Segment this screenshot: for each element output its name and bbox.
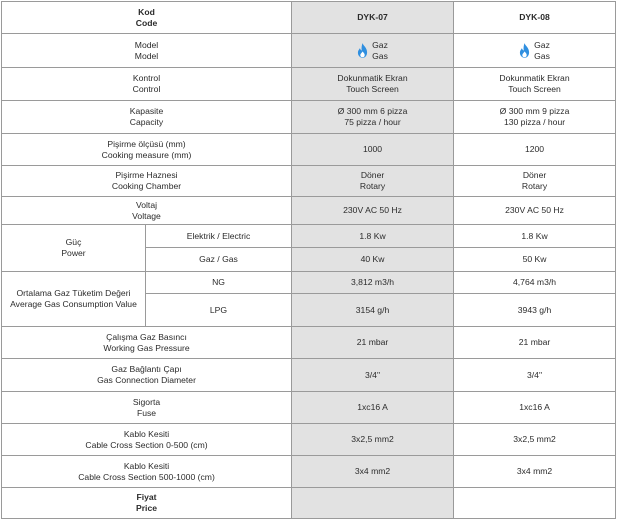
label-en: Gas Connection Diameter (97, 375, 196, 385)
row-cooking-measure (2, 134, 616, 166)
label-en: Fuse (136, 407, 157, 418)
value-l2: 130 pizza / hour (503, 117, 566, 127)
code-label-tr: Kod (138, 6, 155, 17)
value-l1: Dokunmatik Ekran (337, 73, 408, 83)
power-gas-value-1: 40 Kw (292, 248, 454, 272)
price-value-1 (292, 488, 454, 519)
label-en: Capacity (129, 117, 164, 127)
row-label (2, 197, 292, 225)
label-tr: Kablo Kesiti (123, 428, 170, 439)
row-fuse (2, 392, 616, 424)
model-value-1 (292, 34, 454, 68)
power-gas-value-2: 50 Kw (454, 248, 616, 272)
code-label-cell (2, 2, 292, 34)
label-tr: Pişirme Haznesi (115, 170, 178, 180)
cable2-value-1: 3x4 mm2 (292, 456, 454, 488)
row-control (2, 68, 616, 101)
row-model (2, 34, 616, 68)
label-en: Cooking measure (mm) (101, 149, 192, 160)
label-tr: Gaz Bağlantı Çapı (111, 364, 182, 374)
row-capacity (2, 101, 616, 134)
row-cooking-chamber (2, 166, 616, 197)
label-tr: Voltaj (135, 199, 158, 210)
row-label (2, 359, 292, 392)
label-tr: Çalışma Gaz Basıncı (106, 331, 187, 342)
row-label (2, 456, 292, 488)
row-label (2, 68, 292, 101)
label-tr: Ortalama Gaz Tüketim Değeri (16, 288, 131, 298)
voltage-value-1: 230V AC 50 Hz (292, 197, 454, 225)
row-label (2, 166, 292, 197)
label-en: Average Gas Consumption Value (10, 299, 137, 309)
model-code-2: DYK-08 (454, 2, 616, 34)
label-tr: Pişirme ölçüsü (mm) (107, 138, 186, 149)
row-label (2, 327, 292, 359)
cable1-value-1: 3x2,5 mm2 (292, 424, 454, 456)
price-value-2 (454, 488, 616, 519)
row-power-electric (2, 225, 616, 248)
chamber-value-1 (292, 166, 454, 197)
label-en: Price (135, 503, 158, 513)
ng-value-2: 4,764 m3/h (454, 272, 616, 294)
lpg-value-2: 3943 g/h (454, 294, 616, 327)
value-l2: Touch Screen (346, 84, 399, 94)
code-label-en: Code (135, 17, 158, 28)
power-label (2, 225, 146, 272)
row-cable-0-500 (2, 424, 616, 456)
gas-tr: Gaz (372, 39, 388, 50)
row-voltage (2, 197, 616, 225)
row-label (2, 134, 292, 166)
chamber-value-2 (454, 166, 616, 197)
model-code-1: DYK-07 (292, 2, 454, 34)
row-label (2, 101, 292, 134)
label-en: Cable Cross Section 500-1000 (cm) (78, 471, 215, 482)
label-tr: Sigorta (132, 396, 161, 407)
header-row (2, 2, 616, 34)
control-value-2 (454, 68, 616, 101)
fuse-value-1: 1xc16 A (292, 392, 454, 424)
spec-table (1, 1, 616, 519)
label-tr: Fiyat (136, 492, 157, 502)
value-l2: Touch Screen (508, 84, 561, 94)
value-l1: Döner (360, 170, 385, 180)
value-l2: Rotary (359, 181, 386, 191)
row-gas-consumption-ng (2, 272, 616, 294)
ng-value-1: 3,812 m3/h (292, 272, 454, 294)
row-cable-500-1000 (2, 456, 616, 488)
label-en: Cable Cross Section 0-500 (cm) (85, 439, 208, 450)
fuse-value-2: 1xc16 A (454, 392, 616, 424)
value-l1: Döner (522, 170, 547, 180)
power-electric-value-2: 1.8 Kw (454, 225, 616, 248)
row-working-pressure (2, 327, 616, 359)
row-label (2, 488, 292, 519)
label-tr: Kontrol (132, 73, 161, 83)
label-en: Working Gas Pressure (103, 342, 190, 353)
gas-tr: Gaz (534, 39, 550, 50)
connection-value-1: 3/4" (292, 359, 454, 392)
label-tr: Güç (65, 237, 82, 247)
row-price (2, 488, 616, 519)
gas-sub-label-ng: NG (146, 272, 292, 294)
model-value-2 (454, 34, 616, 68)
row-label (2, 424, 292, 456)
value-l1: Ø 300 mm 6 pizza (337, 106, 408, 116)
row-label (2, 34, 292, 68)
cooking-measure-value-2: 1200 (454, 134, 616, 166)
label-en: Voltage (132, 210, 161, 221)
cooking-measure-value-1: 1000 (292, 134, 454, 166)
label-en: Cooking Chamber (111, 181, 182, 191)
label-tr: Kablo Kesiti (123, 460, 170, 471)
power-sub-label-gas: Gaz / Gas (146, 248, 292, 272)
pressure-value-2: 21 mbar (454, 327, 616, 359)
flame-icon (357, 43, 368, 58)
label-en: Model (134, 50, 159, 61)
cable2-value-2: 3x4 mm2 (454, 456, 616, 488)
value-l2: Rotary (521, 181, 548, 191)
row-label (2, 392, 292, 424)
pressure-value-1: 21 mbar (292, 327, 454, 359)
value-l1: Dokunmatik Ekran (499, 73, 570, 83)
lpg-value-1: 3154 g/h (292, 294, 454, 327)
connection-value-2: 3/4" (454, 359, 616, 392)
capacity-value-1 (292, 101, 454, 134)
label-en: Power (61, 248, 86, 258)
capacity-value-2 (454, 101, 616, 134)
label-en: Control (132, 84, 161, 94)
gas-en: Gas (372, 50, 388, 61)
power-sub-label-electric: Elektrik / Electric (146, 225, 292, 248)
gas-consumption-label (2, 272, 146, 327)
cable1-value-2: 3x2,5 mm2 (454, 424, 616, 456)
voltage-value-2: 230V AC 50 Hz (454, 197, 616, 225)
control-value-1 (292, 68, 454, 101)
gas-en: Gas (534, 50, 550, 61)
power-electric-value-1: 1.8 Kw (292, 225, 454, 248)
row-gas-connection (2, 359, 616, 392)
value-l2: 75 pizza / hour (344, 117, 401, 127)
value-l1: Ø 300 mm 9 pizza (499, 106, 570, 116)
label-tr: Kapasite (129, 106, 164, 116)
label-tr: Model (134, 39, 159, 50)
flame-icon (519, 43, 530, 58)
gas-sub-label-lpg: LPG (146, 294, 292, 327)
